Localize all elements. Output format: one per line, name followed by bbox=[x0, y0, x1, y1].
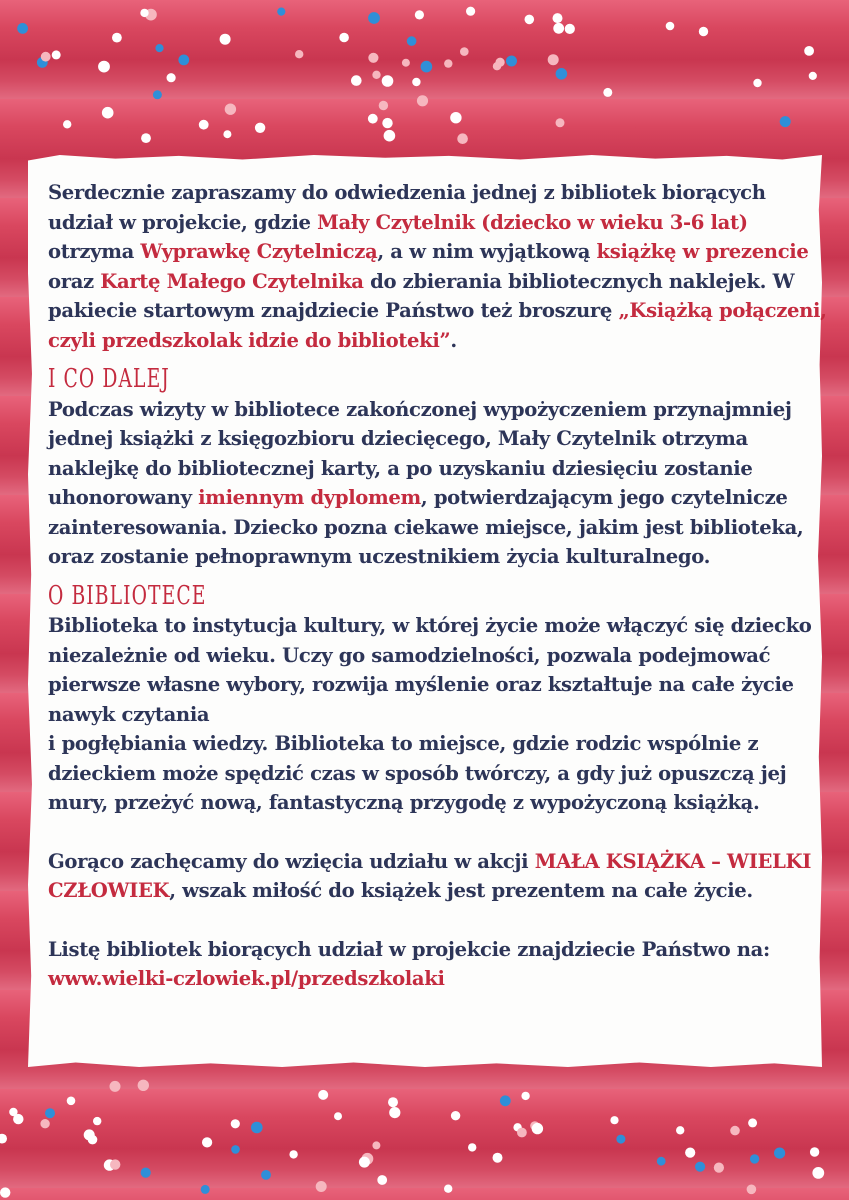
confetti-dot bbox=[368, 12, 380, 24]
section-heading-co-dalej: I CO DALEJ bbox=[48, 364, 170, 394]
confetti-dot bbox=[699, 27, 708, 36]
confetti-dot bbox=[104, 1159, 115, 1170]
confetti-dot bbox=[261, 1170, 271, 1180]
confetti-dot bbox=[202, 1137, 212, 1147]
confetti-dot bbox=[225, 104, 236, 115]
confetti-dot bbox=[295, 50, 303, 58]
confetti-dot bbox=[616, 1135, 625, 1144]
confetti-dot bbox=[603, 88, 612, 97]
confetti-dot bbox=[748, 1118, 757, 1127]
confetti-dot bbox=[255, 123, 265, 133]
list-paragraph: Listę bibliotek biorących udział w projekcie znajdziecie Państwo na: bbox=[48, 937, 770, 961]
confetti-dot bbox=[37, 57, 48, 68]
confetti-dot bbox=[155, 44, 163, 52]
confetti-dot bbox=[666, 22, 675, 31]
confetti-dot bbox=[0, 1134, 7, 1144]
intro-text: do zbierania bibliotecznych naklejek. W pakiecie startowym znajdziecie Państwo też broszurę bbox=[48, 269, 795, 322]
confetti-dot bbox=[277, 8, 285, 16]
confetti-dot bbox=[553, 23, 564, 34]
confetti-dot bbox=[351, 75, 362, 86]
highlight-wyprawka: Wyprawkę Czytelniczą bbox=[140, 240, 378, 263]
confetti-dot bbox=[359, 1157, 370, 1168]
confetti-dot bbox=[417, 95, 428, 106]
o-bibliotece-paragraph-2: i pogłębiania wiedzy. Biblioteka to miejsce, gdzie rodzic wspólnie z dzieckiem może spędzić czas w sposób twórczy, a gdy już opuszczą jej mury, przeżyć nową, fantastyczną przygodę z wypożyczoną książką. bbox=[48, 732, 787, 814]
confetti-dot bbox=[714, 1163, 724, 1173]
confetti-dot bbox=[368, 53, 378, 63]
highlight-maly-czytelnik: Mały Czytelnik (dziecko w wieku 3-6 lat) bbox=[317, 210, 748, 234]
confetti-dot bbox=[318, 1090, 328, 1100]
confetti-dot bbox=[517, 1128, 527, 1138]
confetti-dot bbox=[750, 1154, 759, 1163]
confetti-dot bbox=[809, 72, 817, 80]
confetti-dot bbox=[9, 1108, 17, 1116]
highlight-karta: Kartę Małego Czytelnika bbox=[100, 269, 364, 293]
confetti-dot bbox=[500, 1095, 511, 1106]
confetti-dot bbox=[753, 79, 761, 87]
confetti-dot bbox=[110, 1081, 121, 1092]
confetti-dot bbox=[17, 23, 28, 34]
invite-text: Gorąco zachęcamy do wzięcia udziału w akcji bbox=[48, 849, 535, 873]
confetti-dot bbox=[140, 9, 148, 17]
confetti-dot bbox=[685, 1148, 695, 1158]
confetti-dot bbox=[415, 10, 424, 19]
intro-paragraph bbox=[48, 178, 828, 355]
confetti-dot bbox=[521, 1092, 529, 1100]
website-link[interactable]: www.wielki-czlowiek.pl/przedszkolaki bbox=[48, 967, 445, 990]
confetti-dot bbox=[610, 1116, 618, 1124]
highlight-ksiazka: książkę w prezencie bbox=[596, 240, 809, 263]
confetti-dot bbox=[368, 114, 378, 124]
confetti-dot bbox=[63, 120, 71, 128]
intro-text: , a w nim wyjątkową bbox=[377, 240, 597, 263]
confetti-dot bbox=[88, 1135, 98, 1145]
intro-text: otrzyma bbox=[48, 240, 141, 263]
section-heading-o-bibliotece: O BIBLIOTECE bbox=[48, 580, 207, 611]
confetti-dot bbox=[41, 52, 51, 62]
confetti-dot bbox=[362, 1153, 374, 1165]
confetti-dot bbox=[379, 101, 388, 110]
confetti-dot bbox=[141, 133, 151, 143]
confetti-dot bbox=[804, 46, 814, 56]
confetti-dot bbox=[372, 1141, 380, 1149]
confetti-dot bbox=[98, 61, 110, 73]
confetti-dot bbox=[556, 118, 565, 127]
intro-text: oraz bbox=[48, 269, 101, 293]
confetti-dot bbox=[812, 1167, 824, 1179]
confetti-dot bbox=[466, 7, 475, 16]
o-bibliotece-paragraph-1: Biblioteka to instytucja kultury, w której życie może włączyć się dziecko niezależnie od wieku. Uczy go samodzielności, pozwala podejmować pierwsze własne wybory, rozwija myślenie oraz kształtuje na całe życie nawyk czytania bbox=[48, 614, 812, 726]
co-dalej-text: Podczas wizyty w bibliotece zakończonej wypożyczeniem przynajmniej jednej książki z księgozbioru dziecięcego, Mały Czytelnik otrzyma naklejkę do bibliotecznej karty, a po uzyskaniu dziesięciu zostanie uhonorowany bbox=[48, 397, 792, 509]
confetti-dot bbox=[112, 33, 122, 43]
confetti-dot bbox=[334, 1112, 342, 1120]
confetti-dot bbox=[421, 61, 433, 73]
confetti-dot bbox=[138, 1080, 149, 1091]
confetti-dot bbox=[548, 54, 559, 65]
co-dalej-paragraph bbox=[48, 395, 828, 572]
content-text bbox=[48, 178, 828, 994]
confetti-dot bbox=[493, 1153, 503, 1163]
confetti-dot bbox=[493, 62, 501, 70]
confetti-dot bbox=[565, 24, 575, 34]
confetti-dot bbox=[201, 1185, 210, 1194]
confetti-dot bbox=[530, 1121, 539, 1130]
confetti-dot bbox=[231, 1119, 240, 1128]
confetti-dot bbox=[153, 90, 162, 99]
confetti-dot bbox=[199, 120, 209, 130]
confetti-dot bbox=[382, 118, 392, 128]
confetti-dot bbox=[93, 1117, 101, 1125]
highlight-dyplom: imiennym dyplomem bbox=[198, 486, 421, 509]
confetti-dot bbox=[457, 133, 468, 144]
confetti-dot bbox=[780, 116, 791, 127]
confetti-dot bbox=[223, 130, 231, 138]
confetti-dot bbox=[695, 1162, 705, 1172]
confetti-dot bbox=[460, 47, 469, 56]
confetti-dot bbox=[525, 15, 535, 25]
confetti-dot bbox=[389, 1107, 400, 1118]
confetti-dot bbox=[67, 1097, 76, 1106]
confetti-dot bbox=[316, 1181, 327, 1192]
confetti-dot bbox=[676, 1126, 684, 1134]
confetti-dot bbox=[377, 1175, 387, 1185]
confetti-dot bbox=[339, 33, 349, 43]
confetti-dot bbox=[45, 1108, 55, 1118]
confetti-dot bbox=[774, 1148, 785, 1159]
confetti-dot bbox=[412, 78, 420, 86]
confetti-dot bbox=[496, 58, 505, 67]
confetti-dot bbox=[13, 1114, 23, 1124]
highlight-broszura: „Książką połączeni, czyli przedszkolak idzie do biblioteki” bbox=[48, 299, 827, 352]
confetti-dot bbox=[810, 1147, 819, 1156]
confetti-dot bbox=[52, 50, 61, 59]
confetti-dot bbox=[167, 73, 176, 82]
confetti-dot bbox=[657, 1157, 666, 1166]
confetti-dot bbox=[468, 1143, 476, 1151]
confetti-dot bbox=[532, 1123, 543, 1134]
confetti-dot bbox=[506, 56, 517, 67]
confetti-dot bbox=[450, 112, 461, 123]
confetti-dot bbox=[84, 1129, 95, 1140]
highlight-campaign-name: MAŁA KSIĄŻKA – WIELKI CZŁOWIEK bbox=[48, 849, 812, 902]
confetti-dot bbox=[382, 75, 394, 87]
confetti-dot bbox=[220, 34, 231, 45]
confetti-dot bbox=[513, 1123, 521, 1131]
confetti-dot bbox=[553, 13, 563, 23]
confetti-dot bbox=[251, 1122, 263, 1134]
confetti-dot bbox=[102, 107, 114, 119]
confetti-dot bbox=[289, 1150, 297, 1158]
invite-text: , wszak miłość do książek jest prezentem na całe życie. bbox=[169, 879, 753, 902]
confetti-dot bbox=[451, 1111, 460, 1120]
confetti-dot bbox=[444, 1185, 452, 1193]
confetti-dot bbox=[747, 1185, 757, 1195]
intro-text: . bbox=[450, 328, 457, 352]
intro-text: Serdecznie zapraszamy do odwiedzenia jednej z bibliotek biorących udział w projekcie, gdzie bbox=[48, 181, 766, 234]
invite-paragraph bbox=[48, 847, 828, 906]
confetti-dot bbox=[178, 55, 189, 66]
co-dalej-text: , potwierdzającym jego czytelnicze zainteresowania. Dziecko pozna ciekawe miejsce, jakim jest biblioteka, oraz zostanie pełnoprawnym uczestnikiem życia kulturalnego. bbox=[48, 486, 804, 568]
confetti-dot bbox=[141, 1168, 151, 1178]
confetti-dot bbox=[372, 71, 380, 79]
confetti-dot bbox=[407, 36, 417, 46]
confetti-dot bbox=[444, 59, 452, 67]
confetti-dot bbox=[388, 1097, 398, 1107]
confetti-dot bbox=[0, 1187, 10, 1197]
confetti-dot bbox=[145, 9, 157, 21]
confetti-dot bbox=[231, 1145, 240, 1154]
confetti-dot bbox=[110, 1159, 120, 1169]
confetti-dot bbox=[40, 1119, 49, 1128]
confetti-dot bbox=[384, 130, 396, 142]
confetti-dot bbox=[556, 68, 568, 80]
confetti-dot bbox=[730, 1126, 740, 1136]
confetti-dot bbox=[402, 59, 410, 67]
